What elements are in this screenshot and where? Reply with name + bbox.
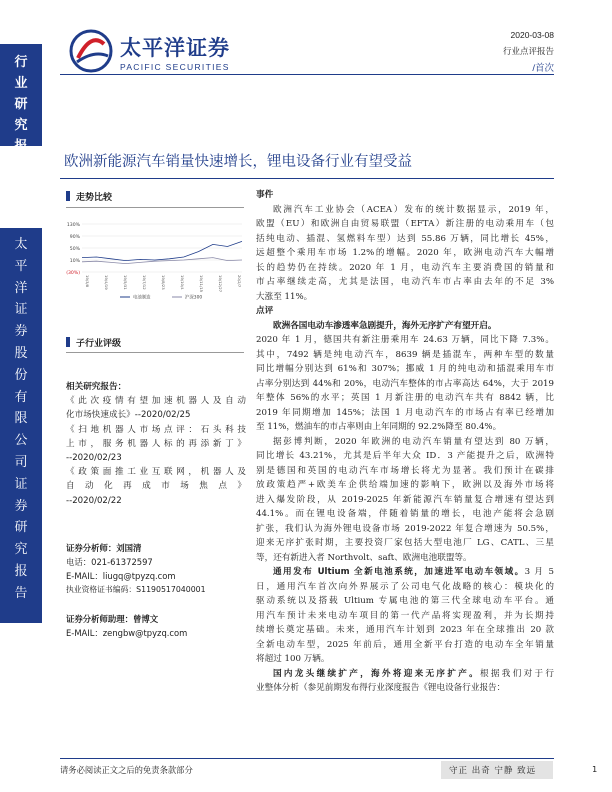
related-header: 相关研究报告： [66,382,127,392]
event-header: 事件 [256,190,274,200]
sidebar-company-box [0,228,42,623]
related-report-item[interactable] [66,394,246,422]
related-report-item[interactable] [66,465,246,508]
p4-paragraph [256,681,554,696]
y-tick-label: 90% [69,234,80,240]
rating-header [66,336,121,349]
related-report-line: 《扫地机器人市场点评：石头科技 [66,424,246,435]
assistant-name: 曾博文 [133,614,159,624]
main-body [256,188,554,696]
p1-line: 其中，7492 辆是纯电动汽车，8639 辆是插混车，两种车型的数量 [256,349,554,360]
logo-chinese-name: 太平洋证券 [120,36,230,60]
p2-line: 同比增长 43.21%，尤其是后半年大众 ID．3 产能提升之后，欧洲特 [256,451,554,461]
p3-first-line [256,565,554,580]
p3-line: 续增长奠定基础。未来，通用汽车计划到 2023 年在全球推出 20 款 [256,625,554,635]
analyst-label: 证券分析师： [66,543,117,553]
y-tick-label: 130% [66,222,80,228]
x-tick-label: 19/3/8 [85,275,90,288]
x-tick-label: 19/11/15 [199,275,204,293]
sidebar-category-box [0,44,42,175]
p3-first-rest: 3 月 5 [524,567,554,577]
x-tick-label: 20/2/7 [237,275,242,288]
p3-line: 用汽车预计未来电动车项目的第一代产品将实现盈利，并为长期持 [256,610,554,621]
analyst-phone: 电话：021-61372597 [66,557,153,567]
analyst-license: 执业资格证书编码：S1190517040001 [66,585,206,594]
p3-line: 将超过 100 万辆。 [256,654,330,664]
company-logo [68,28,288,78]
title-divider [60,178,554,179]
section-marker-icon [66,191,70,201]
y-tick-label: (30%) [66,270,80,276]
p2-line: 别是德国和英国的电动汽车市场增长将尤为显著。我们预计在碳排 [256,465,554,476]
x-tick-label: 19/5/31 [123,275,128,290]
p1-bold: 欧洲各国电动车渗透率急剧提升，海外无序扩产有望开启。 [273,320,497,331]
analyst-block [66,541,206,597]
footer-motto-box [441,761,553,779]
footer-disclaimer: 请务必阅读正文之后的免责条款部分 [60,765,193,775]
event-line: 远超整个乘用车市场 1.2%的增幅。2020 年，欧洲电动汽车大幅增 [256,248,554,258]
p1-line: 年整体 56%的水平；英国 1 月新注册的电动汽车共有 8842 辆，比 [256,393,554,403]
rating-header-text: 子行业评级 [76,339,122,349]
legend-label: 沪深300 [185,295,203,300]
assistant-block [66,612,187,640]
assistant-label: 证券分析师助理： [66,614,133,624]
y-tick-label: 10% [69,258,80,264]
rating-divider [66,352,244,353]
p2-line: 放政策趋严+欧美车企供给端加速的影响下，欧洲以及海外市场将 [256,480,554,490]
page-title: 欧洲新能源汽车销量快速增长，锂电设备行业有望受益 [64,154,412,170]
related-report-line: 《政策面推工业互联网，机器人及 [66,467,246,478]
sidebar-company: 太平洋证券股份有限公司证券研究报告 [14,237,28,601]
p1-heading [256,319,554,334]
trend-divider [66,207,244,208]
event-line: 括纯电动、插混、氢燃料车型）达到 55.86 万辆，同比增长 45%， [256,233,554,244]
related-reports [66,380,246,508]
p4-first-line [256,667,554,682]
p1-line: 至 11%，燃油车的市占率则由上年同期的 92.2%降至 80.4%。 [256,422,502,432]
legend-label: 电池制造 [133,295,151,300]
p1-line: 同比增幅分别达到 61%和 307%；挪威 1 月的纯电动和插混乘用车市 [256,364,554,374]
event-line: 欧洲汽车工业协会（ACEA）发布的统计数据显示，2019 年， [273,204,554,215]
x-tick-label: 19/12/27 [218,275,223,293]
event-line: 市占率继续走高，尤其是法国，电动汽车市占率由去年的不足 3% [256,277,554,287]
rating-change: /首次 [532,63,554,74]
p2-line: 等，还有新进入者 Northvolt、saft、欧洲电池联盟等。 [256,552,472,563]
related-report-line: 《此次疫情有望加速机器人及自动 [66,396,246,407]
p3-line: 日，通用汽车首次向外界展示了公司电气化战略的核心：模块化的 [256,581,554,592]
analyst-name: 刘国清 [116,543,142,553]
x-tick-label: 19/8/23 [161,275,166,290]
x-tick-label: 19/10/4 [180,275,185,290]
p2-line: 扩张，我们认为海外锂电设备市场 2019-2022 年复合增速为 50.5%， [256,523,554,534]
comment-header: 点评 [256,306,274,316]
p3-bold: 通用发布 Ultium 全新电池系统，加速进军电动车领域。 [273,567,525,577]
related-report-line: --2020/02/23 [66,453,122,464]
p1-line: 2019 年同期增加 145%；法国 1 月电动汽车的市场占有率已经增加 [256,407,554,418]
event-paragraph [256,203,554,305]
assistant-email[interactable]: E-MAIL：zengbw@tpyzq.com [66,628,188,638]
report-type: 行业点评报告 [502,46,554,56]
x-tick-label: 19/7/12 [142,275,147,290]
p3-line: 驱动系统以及搭载 Ultium 专属电池的第三代全球电动车平台。通 [256,596,554,606]
x-tick-label: 19/4/19 [104,275,109,290]
report-date: 2020-03-08 [510,30,554,40]
related-report-line: --2020/02/22 [66,495,122,506]
p2-line: 迎来无序扩张时期，主要投资厂家包括大型电池厂 LG、CATL、三星 [256,538,554,548]
y-tick-label: 50% [69,246,80,252]
section-marker-icon [66,337,70,347]
p1-line: 占率分别达到 44%和 20%，电动汽车整体的市占率高达 64%，大于 2019 [256,378,554,389]
related-report-line: 自动化再成市场焦点》 [66,481,246,492]
sidebar-category: 行业研究报告 [14,55,28,175]
page-number: 1 [592,764,598,774]
p3-line: 全新电动车型，2025 年前后，通用全新平台打造的电动车全年销量 [256,639,554,650]
header-divider [60,74,554,75]
p2-paragraph [256,435,554,566]
trend-chart [60,218,246,300]
p1-paragraph [256,333,554,435]
p1-line: 2020 年 1 月，德国共有新注册乘用车 24.63 万辆，同比下降 7.3%。 [256,335,554,345]
p4-line: 业整体分析（参见前期发布得行业深度报告《锂电设备行业报告： [256,683,506,693]
footer-divider [60,758,554,759]
p2-line: 44.1%。而在锂电设备端，伴随着销量的增长，电池产能将会急剧 [256,509,554,519]
trend-header [66,190,112,203]
logo-emblem-icon [68,28,114,74]
p4-first-rest: 根据我们对于行 [480,668,554,679]
series-line [82,241,242,260]
logo-english-name: PACIFIC SECURITIES [120,62,230,72]
event-line: 大涨至 11%。 [256,291,313,302]
p4-bold: 国内龙头继续扩产，海外将迎来无序扩产。 [273,668,481,679]
related-report-line: 上市，服务机器人标的再添新丁》 [66,438,246,449]
p2-line: 据彭博判断，2020 年欧洲的电动汽车销量有望达到 80 万辆， [273,436,554,447]
analyst-email[interactable]: E-MAIL：liugq@tpyzq.com [66,571,176,581]
event-line: 欧盟（EU）和欧洲自由贸易联盟（EFTA）新注册的电动乘用车（包 [256,219,554,229]
related-report-item[interactable] [66,423,246,466]
event-line: 长的趋势仍在持续。2020 年 1 月，电动汽车主要消费国的销量和 [256,262,554,273]
trend-header-text: 走势比较 [76,193,113,203]
related-report-line: 化市场快速成长》--2020/02/25 [66,410,191,421]
p2-line: 进入爆发阶段，从 2019-2025 年新能源汽车销量复合增速有望达到 [256,494,554,505]
footer-motto: 守正 出奇 宁静 致远 [449,766,537,776]
p3-paragraph [256,580,554,667]
